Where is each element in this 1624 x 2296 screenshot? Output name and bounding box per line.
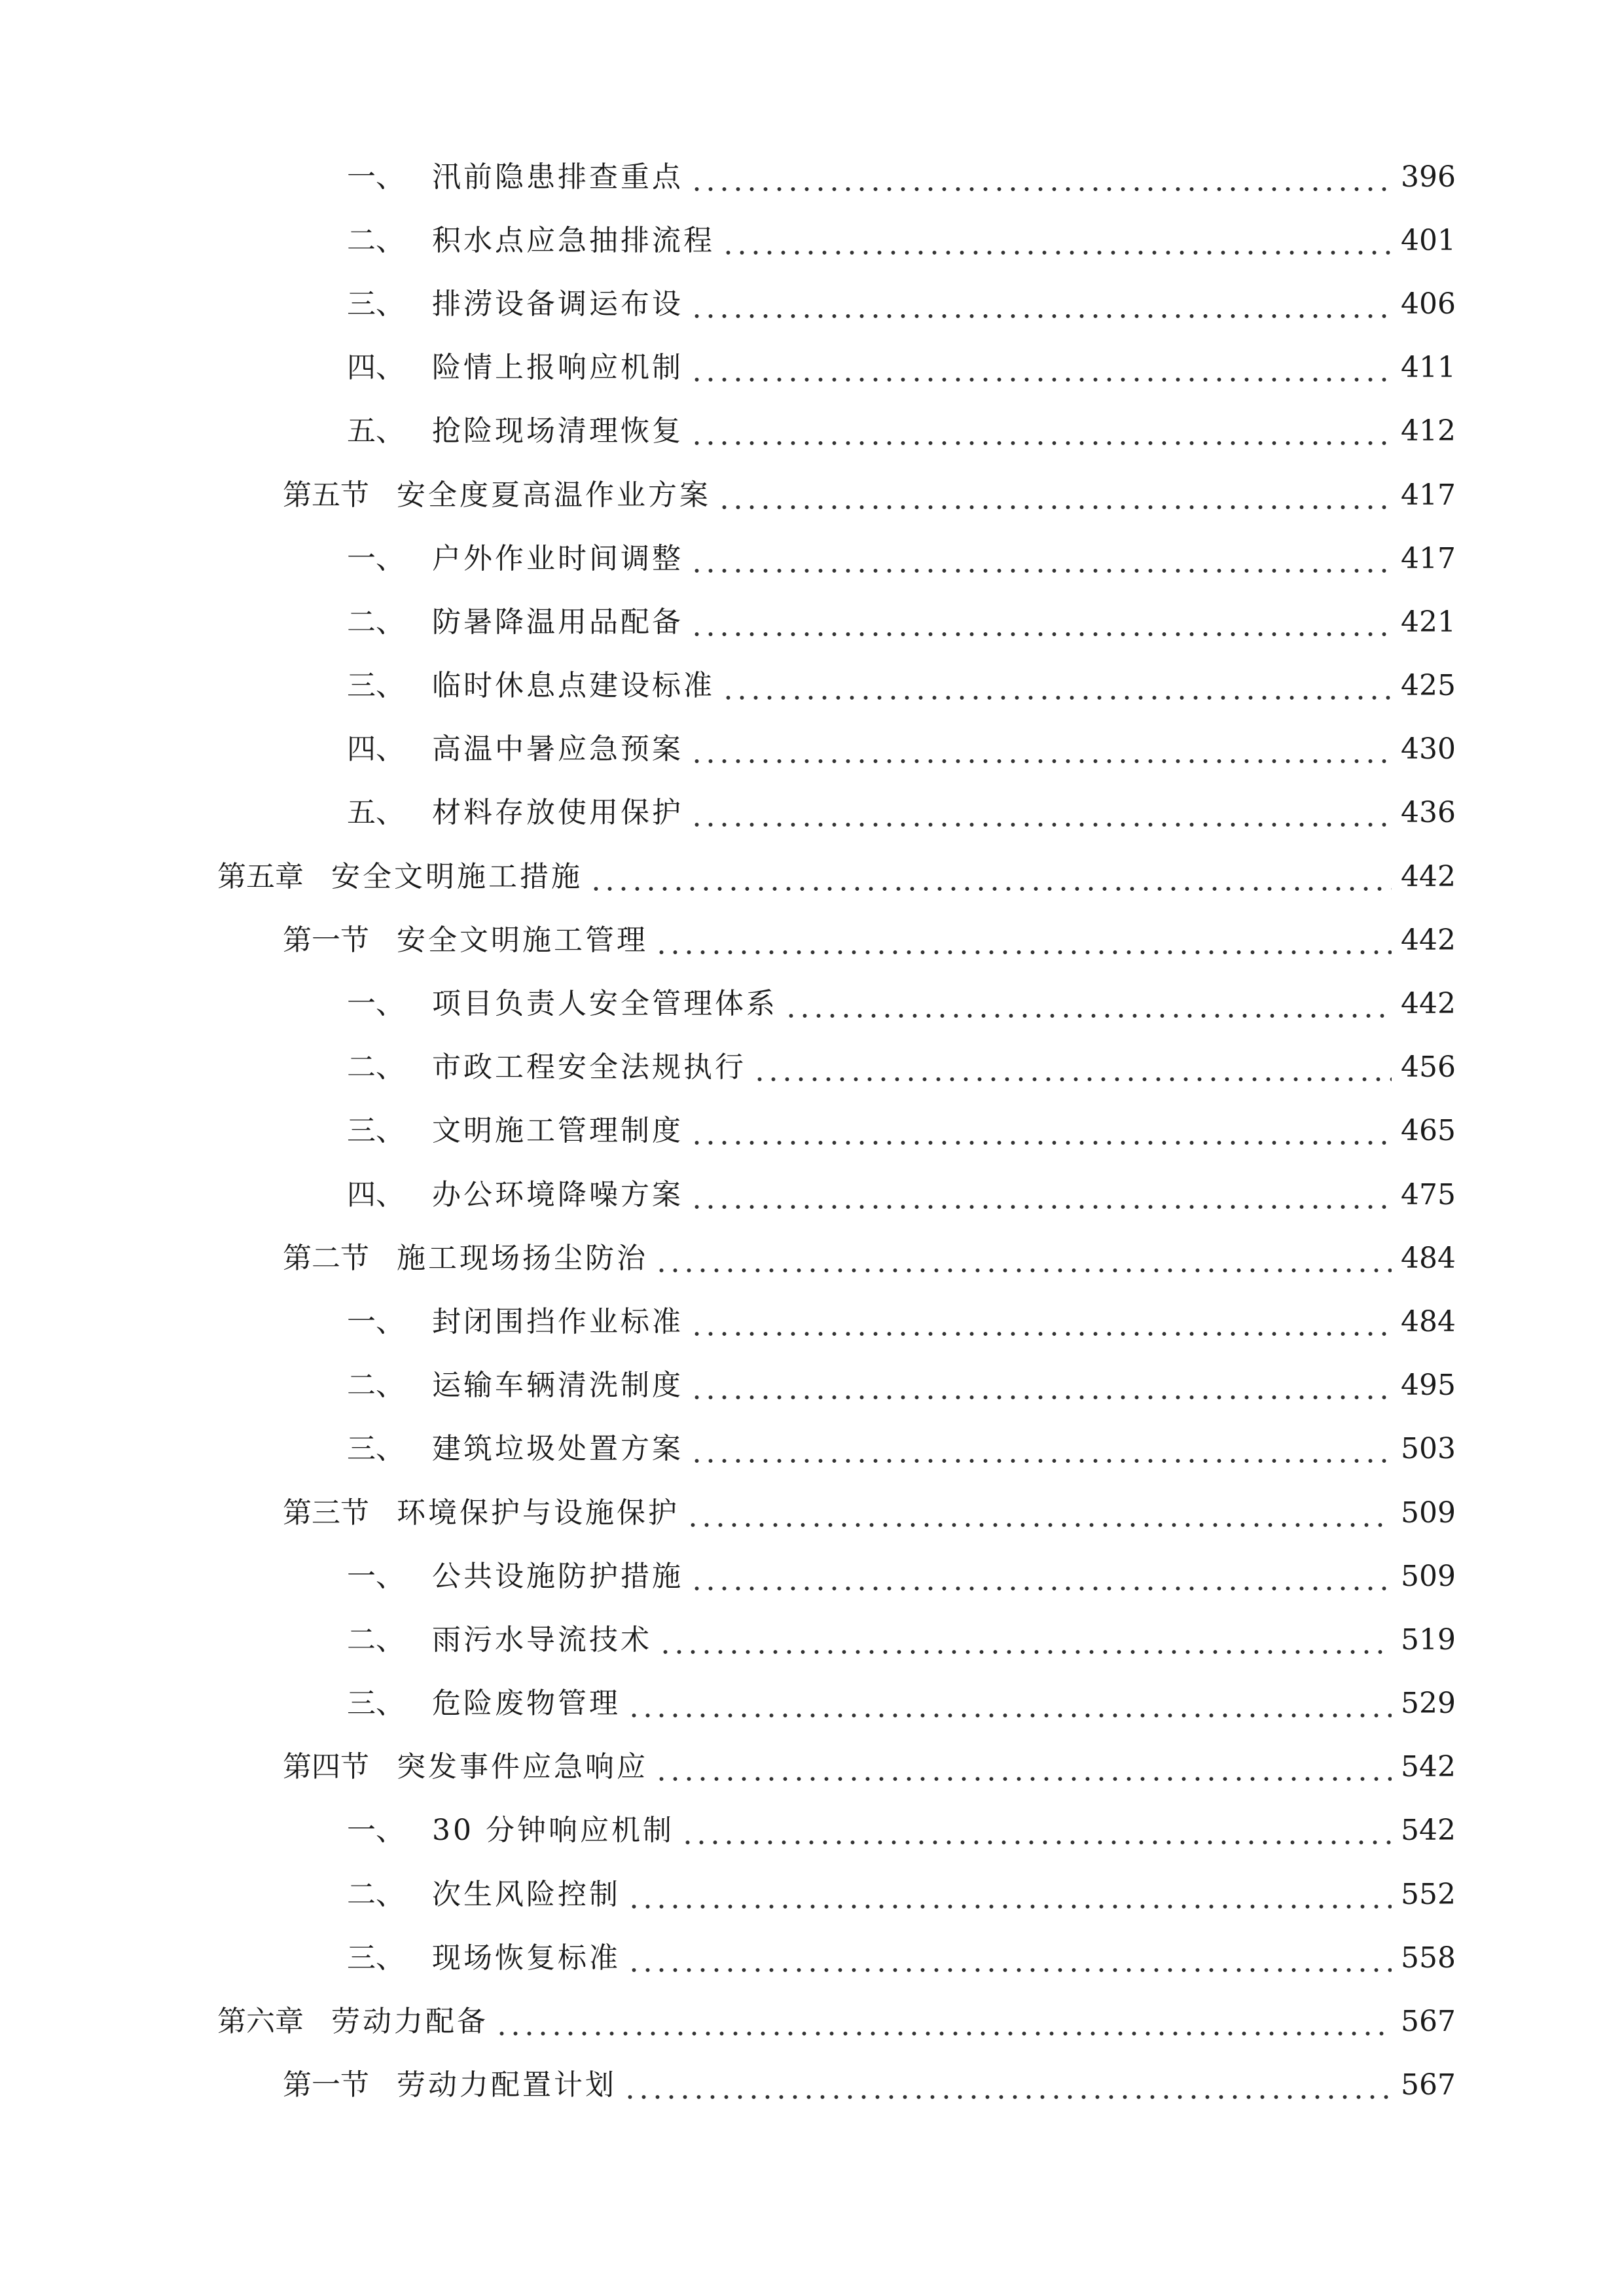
toc-entry-title: 劳动力配置计划 — [397, 2068, 617, 2102]
dot-leader — [655, 1753, 1392, 1782]
dot-leader — [690, 1308, 1392, 1336]
toc-entry-page-number: 465 — [1401, 1114, 1456, 1148]
toc-entry-title: 建筑垃圾处置方案 — [432, 1432, 683, 1466]
toc-entry-number: 二、 — [347, 605, 405, 639]
toc-entry-number: 二、 — [347, 1369, 405, 1403]
toc-entry-title: 市政工程安全法规执行 — [432, 1050, 746, 1085]
dot-leader — [690, 1117, 1392, 1145]
toc-entry-page-number: 406 — [1401, 287, 1456, 321]
toc-entry-section-item[interactable] — [0, 209, 1624, 272]
toc-entry-number: 一、 — [347, 160, 405, 194]
toc-entry-number: 二、 — [347, 223, 405, 257]
dot-leader — [690, 417, 1392, 446]
toc-entry-page-number: 509 — [1401, 1559, 1456, 1593]
toc-entry-number: 第一节 — [283, 923, 369, 957]
dot-leader — [690, 545, 1392, 573]
dot-leader — [753, 1053, 1392, 1082]
dot-leader — [623, 2071, 1392, 2100]
toc-entry-page-number: 412 — [1401, 414, 1456, 448]
toc-entry-page-number: 421 — [1401, 605, 1456, 639]
dot-leader — [717, 481, 1392, 510]
dot-leader — [655, 1244, 1392, 1273]
toc-entry-page-number: 442 — [1401, 859, 1456, 893]
toc-entry-title: 积水点应急抽排流程 — [432, 223, 715, 257]
dot-leader — [681, 1816, 1392, 1845]
toc-entry-section-item[interactable] — [0, 781, 1624, 845]
toc-entry-number: 一、 — [347, 1814, 405, 1848]
toc-entry-title: 险情上报响应机制 — [432, 351, 683, 385]
dot-leader — [690, 1371, 1392, 1400]
dot-leader — [721, 226, 1392, 255]
dot-leader — [690, 163, 1392, 192]
toc-entry-number: 第二节 — [283, 1241, 369, 1275]
toc-entry-title: 施工现场扬尘防治 — [397, 1241, 648, 1275]
toc-entry-number: 三、 — [347, 1941, 405, 1975]
toc-entry-page-number: 542 — [1401, 1814, 1456, 1848]
toc-entry-page-number: 442 — [1401, 923, 1456, 957]
toc-entry-title: 排涝设备调运布设 — [432, 287, 683, 321]
dot-leader — [690, 1562, 1392, 1591]
toc-entry-title: 材料存放使用保护 — [432, 796, 683, 830]
table-of-contents — [0, 145, 1624, 2117]
dot-leader — [627, 1689, 1392, 1718]
toc-entry-number: 第五章 — [217, 859, 304, 893]
toc-entry-number: 第四节 — [283, 1750, 369, 1784]
toc-entry-section[interactable] — [0, 1227, 1624, 1290]
toc-entry-page-number: 519 — [1401, 1623, 1456, 1657]
toc-entry-title: 运输车辆清洗制度 — [432, 1369, 683, 1403]
toc-entry-section-item[interactable] — [0, 336, 1624, 400]
toc-entry-title: 突发事件应急响应 — [397, 1750, 648, 1784]
toc-entry-page-number: 442 — [1401, 987, 1456, 1021]
toc-entry-number: 第五节 — [283, 478, 369, 512]
toc-entry-title: 户外作业时间调整 — [432, 541, 683, 575]
toc-entry-page-number: 558 — [1401, 1941, 1456, 1975]
toc-entry-page-number: 509 — [1401, 1496, 1456, 1530]
toc-entry-page-number: 567 — [1401, 2005, 1456, 2039]
dot-leader — [627, 1944, 1392, 1973]
toc-entry-section-item[interactable] — [0, 655, 1624, 718]
toc-entry-number: 四、 — [347, 732, 405, 766]
dot-leader — [589, 863, 1392, 891]
toc-entry-number: 一、 — [347, 541, 405, 575]
dot-leader — [690, 1435, 1392, 1463]
toc-entry-section-item[interactable] — [0, 1608, 1624, 1672]
toc-entry-number: 四、 — [347, 351, 405, 385]
toc-entry-section[interactable] — [0, 908, 1624, 972]
toc-entry-section-item[interactable] — [0, 1926, 1624, 1990]
toc-entry-section-item[interactable] — [0, 1672, 1624, 1736]
toc-entry-page-number: 417 — [1401, 478, 1456, 512]
dot-leader — [495, 2007, 1392, 2036]
toc-entry-page-number: 503 — [1401, 1432, 1456, 1466]
toc-entry-number: 二、 — [347, 1050, 405, 1085]
toc-entry-section-item[interactable] — [0, 1863, 1624, 1926]
toc-entry-page-number: 552 — [1401, 1877, 1456, 1911]
toc-entry-title: 封闭围挡作业标准 — [432, 1304, 683, 1338]
toc-entry-title: 安全度夏高温作业方案 — [397, 478, 711, 512]
toc-entry-page-number: 430 — [1401, 732, 1456, 766]
toc-entry-section-item[interactable] — [0, 1163, 1624, 1227]
dot-leader — [690, 798, 1392, 827]
dot-leader — [686, 1499, 1392, 1528]
toc-entry-section-item[interactable] — [0, 590, 1624, 654]
toc-entry-page-number: 529 — [1401, 1687, 1456, 1721]
toc-entry-title: 项目负责人安全管理体系 — [432, 987, 778, 1021]
toc-entry-section[interactable] — [0, 2054, 1624, 2117]
toc-entry-chapter[interactable] — [0, 1990, 1624, 2053]
toc-entry-number: 二、 — [347, 1877, 405, 1911]
dot-leader — [690, 290, 1392, 319]
toc-entry-page-number: 475 — [1401, 1177, 1456, 1211]
toc-entry-number: 三、 — [347, 287, 405, 321]
toc-entry-section-item[interactable] — [0, 1545, 1624, 1608]
toc-entry-chapter[interactable] — [0, 845, 1624, 908]
toc-entry-title: 高温中暑应急预案 — [432, 732, 683, 766]
toc-entry-title: 临时休息点建设标准 — [432, 669, 715, 703]
toc-entry-section-item[interactable] — [0, 972, 1624, 1035]
toc-entry-section-item[interactable] — [0, 1100, 1624, 1163]
dot-leader — [690, 608, 1392, 637]
toc-entry-section-item[interactable] — [0, 718, 1624, 781]
toc-entry-title: 抢险现场清理恢复 — [432, 414, 683, 448]
toc-entry-page-number: 484 — [1401, 1241, 1456, 1275]
toc-entry-number: 一、 — [347, 1304, 405, 1338]
toc-entry-page-number: 495 — [1401, 1369, 1456, 1403]
toc-entry-number: 二、 — [347, 1623, 405, 1657]
toc-entry-page-number: 417 — [1401, 541, 1456, 575]
toc-entry-number: 五、 — [347, 796, 405, 830]
toc-entry-section-item[interactable] — [0, 1290, 1624, 1354]
toc-entry-page-number: 456 — [1401, 1050, 1456, 1085]
dot-leader — [784, 990, 1392, 1018]
toc-entry-section[interactable] — [0, 1481, 1624, 1545]
toc-entry-section[interactable] — [0, 463, 1624, 527]
toc-entry-number: 三、 — [347, 1432, 405, 1466]
toc-entry-title: 现场恢复标准 — [432, 1941, 621, 1975]
toc-entry-page-number: 425 — [1401, 669, 1456, 703]
toc-entry-title: 劳动力配备 — [331, 2005, 488, 2039]
toc-entry-title: 环境保护与设施保护 — [397, 1496, 679, 1530]
toc-entry-number: 一、 — [347, 987, 405, 1021]
toc-entry-section-item[interactable] — [0, 272, 1624, 336]
toc-entry-number: 三、 — [347, 1687, 405, 1721]
dot-leader — [655, 926, 1392, 955]
toc-entry-section-item[interactable] — [0, 400, 1624, 463]
toc-entry-title: 办公环境降噪方案 — [432, 1177, 683, 1211]
toc-entry-title: 30 分钟响应机制 — [432, 1814, 674, 1848]
toc-entry-title: 公共设施防护措施 — [432, 1559, 683, 1593]
toc-entry-number: 三、 — [347, 669, 405, 703]
toc-entry-section-item[interactable] — [0, 145, 1624, 209]
toc-entry-title: 安全文明施工管理 — [397, 923, 648, 957]
toc-entry-title: 危险废物管理 — [432, 1687, 621, 1721]
toc-entry-page-number: 396 — [1401, 160, 1456, 194]
toc-entry-page-number: 401 — [1401, 223, 1456, 257]
toc-entry-title: 汛前隐患排查重点 — [432, 160, 683, 194]
toc-entry-number: 第三节 — [283, 1496, 369, 1530]
toc-entry-title: 雨污水导流技术 — [432, 1623, 652, 1657]
toc-entry-section-item[interactable] — [0, 1354, 1624, 1418]
toc-entry-number: 第六章 — [217, 2005, 304, 2039]
toc-entry-page-number: 411 — [1401, 351, 1456, 385]
toc-entry-title: 文明施工管理制度 — [432, 1114, 683, 1148]
toc-entry-section-item[interactable] — [0, 1036, 1624, 1100]
toc-entry-section[interactable] — [0, 1736, 1624, 1799]
toc-entry-title: 安全文明施工措施 — [331, 859, 583, 893]
dot-leader — [721, 672, 1392, 700]
toc-entry-section-item[interactable] — [0, 527, 1624, 590]
toc-entry-number: 四、 — [347, 1177, 405, 1211]
toc-entry-number: 五、 — [347, 414, 405, 448]
toc-entry-page-number: 567 — [1401, 2068, 1456, 2102]
toc-entry-number: 第一节 — [283, 2068, 369, 2102]
toc-entry-page-number: 484 — [1401, 1304, 1456, 1338]
dot-leader — [690, 735, 1392, 764]
toc-entry-section-item[interactable] — [0, 1799, 1624, 1863]
toc-entry-number: 一、 — [347, 1559, 405, 1593]
dot-leader — [690, 1181, 1392, 1210]
toc-entry-title: 次生风险控制 — [432, 1877, 621, 1911]
toc-entry-page-number: 542 — [1401, 1750, 1456, 1784]
toc-entry-page-number: 436 — [1401, 796, 1456, 830]
toc-entry-title: 防暑降温用品配备 — [432, 605, 683, 639]
toc-entry-section-item[interactable] — [0, 1418, 1624, 1481]
toc-entry-number: 三、 — [347, 1114, 405, 1148]
dot-leader — [659, 1626, 1392, 1655]
dot-leader — [690, 353, 1392, 382]
dot-leader — [627, 1880, 1392, 1909]
